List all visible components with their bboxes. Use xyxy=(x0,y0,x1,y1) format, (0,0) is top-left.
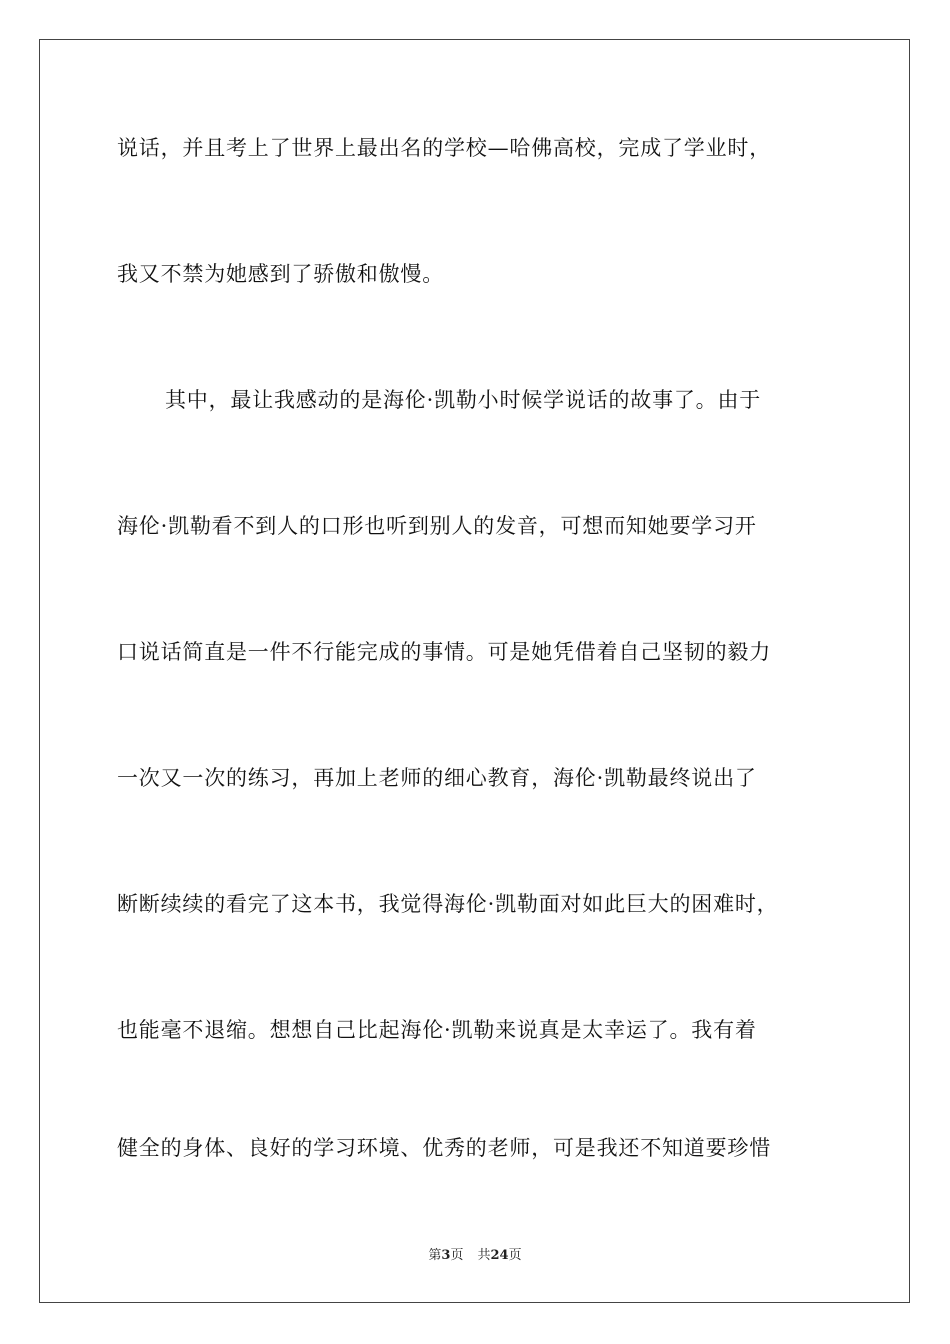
text-line-4: 海伦·凯勒看不到人的口形也听到别人的发音，可想而知她要学习开 xyxy=(117,514,757,538)
page-prefix: 第 xyxy=(428,1248,442,1263)
text-line-6: 一次又一次的练习，再加上老师的细心教育，海伦·凯勒最终说出了 xyxy=(117,766,757,790)
text-line-9: 健全的身体、良好的学习环境、优秀的老师，可是我还不知道要珍惜 xyxy=(117,1136,771,1160)
text-line-3: 其中，最让我感动的是海伦·凯勒小时候学说话的故事了。由于 xyxy=(165,388,762,412)
total-suffix: 页 xyxy=(508,1248,522,1263)
page-footer xyxy=(0,1247,950,1265)
page-suffix: 页 xyxy=(450,1248,464,1263)
text-line-1: 说话，并且考上了世界上最出名的学校—哈佛高校，完成了学业时， xyxy=(117,136,771,160)
text-line-7: 断断续续的看完了这本书，我觉得海伦·凯勒面对如此巨大的困难时， xyxy=(117,892,779,916)
text-line-5: 口说话简直是一件不行能完成的事情。可是她凭借着自己坚韧的毅力 xyxy=(117,640,771,664)
text-line-2: 我又不禁为她感到了骄傲和傲慢。 xyxy=(117,262,444,286)
total-prefix: 共 xyxy=(477,1248,491,1263)
page-number: 3 xyxy=(441,1248,451,1263)
page-border xyxy=(39,39,910,1303)
text-line-8: 也能毫不退缩。想想自己比起海伦·凯勒来说真是太幸运了。我有着 xyxy=(117,1018,757,1042)
total-pages: 24 xyxy=(490,1248,509,1263)
